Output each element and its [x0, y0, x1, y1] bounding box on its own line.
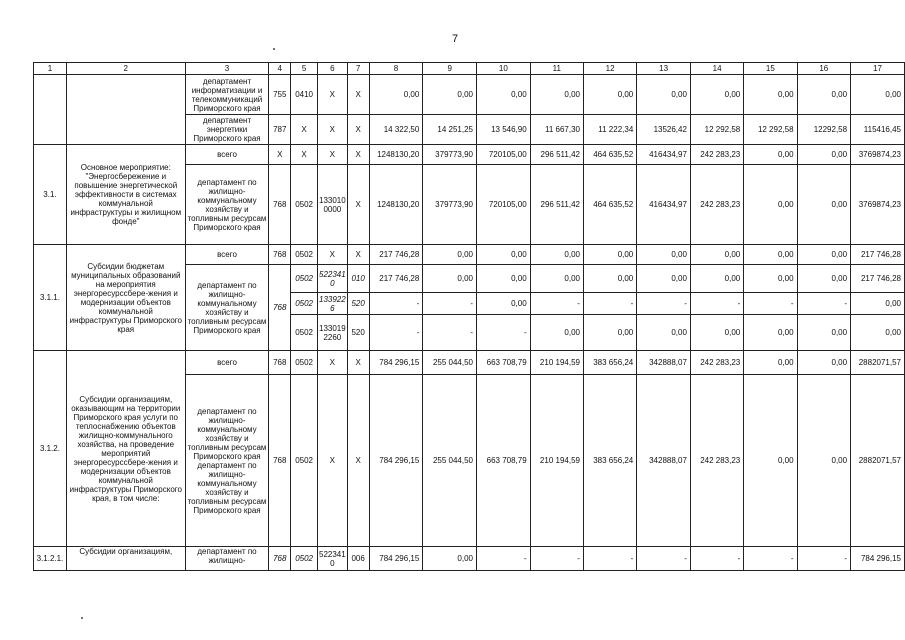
item-name-cell: Субсидии бюджетам муниципальных образований на мероприятия энергоресурссбере-жения и модернизации объектов коммунальной инфраструктуры Приморского края — [66, 245, 185, 351]
value-cell: 464 635,52 — [583, 145, 636, 165]
column-number: 6 — [318, 63, 348, 75]
value-cell: 0,00 — [797, 315, 851, 351]
executor-cell: департамент по жилищно-коммунальному хозяйству и топливным ресурсам Приморского края департамент по жилищно-коммунальному хозяйству и топливным ресурсам Приморского края — [185, 375, 269, 547]
column-number: 1 — [34, 63, 67, 75]
column-number: 3 — [185, 63, 269, 75]
code-cell: 768 — [269, 547, 291, 571]
code-cell: 133010 0000 — [318, 165, 348, 245]
value-cell: 0,00 — [477, 293, 531, 315]
value-cell: 0,00 — [690, 75, 743, 115]
value-cell: - — [797, 547, 851, 571]
value-cell: 14 322,50 — [369, 115, 423, 145]
value-cell: 0,00 — [797, 265, 851, 293]
executor-cell: всего — [185, 245, 269, 265]
value-cell: 217 746,28 — [369, 265, 423, 293]
value-cell: 3769874,23 — [851, 165, 905, 245]
value-cell: 210 194,59 — [530, 375, 583, 547]
code-cell: X — [269, 145, 291, 165]
column-number: 2 — [66, 63, 185, 75]
value-cell: 0,00 — [744, 245, 797, 265]
value-cell: - — [690, 293, 743, 315]
value-cell: 379773,90 — [423, 165, 477, 245]
value-cell: 1248130,20 — [369, 165, 423, 245]
code-cell: 787 — [269, 115, 291, 145]
value-cell: 13 546,90 — [477, 115, 531, 145]
code-cell: X — [347, 75, 369, 115]
code-cell: 522341 0 — [318, 265, 348, 293]
executor-cell: департамент по жилищно- — [185, 547, 269, 571]
code-cell: X — [347, 115, 369, 145]
item-number-cell — [34, 75, 67, 145]
executor-cell: департамент по жилищно-коммунальному хозяйству и топливным ресурсам Приморского края — [185, 165, 269, 245]
table-row — [34, 351, 905, 375]
value-cell: 0,00 — [477, 75, 531, 115]
value-cell: - — [744, 293, 797, 315]
executor-cell: департамент по жилищно-коммунальному хозяйству и топливным ресурсам Приморского края — [185, 265, 269, 351]
code-cell: 0502 — [291, 547, 318, 571]
value-cell: 255 044,50 — [423, 351, 477, 375]
value-cell: 0,00 — [744, 315, 797, 351]
value-cell: - — [477, 547, 531, 571]
value-cell: 2882071,57 — [851, 375, 905, 547]
value-cell: 11 222,34 — [583, 115, 636, 145]
column-number: 16 — [797, 63, 851, 75]
code-cell: 768 — [269, 245, 291, 265]
column-number: 15 — [744, 63, 797, 75]
code-cell: 0502 — [291, 351, 318, 375]
value-cell: - — [423, 315, 477, 351]
value-cell: 0,00 — [423, 75, 477, 115]
value-cell: 784 296,15 — [369, 547, 423, 571]
column-number: 7 — [347, 63, 369, 75]
value-cell: 13526,42 — [637, 115, 691, 145]
column-number: 12 — [583, 63, 636, 75]
code-cell: 520 — [347, 293, 369, 315]
value-cell: 0,00 — [477, 245, 531, 265]
value-cell: 217 746,28 — [851, 265, 905, 293]
code-cell: 0502 — [291, 315, 318, 351]
value-cell: 0,00 — [530, 75, 583, 115]
value-cell: 379773,90 — [423, 145, 477, 165]
code-cell: 0502 — [291, 265, 318, 293]
code-cell: 0502 — [291, 293, 318, 315]
value-cell: 0,00 — [797, 351, 851, 375]
scan-speck — [273, 48, 275, 50]
code-cell: X — [291, 145, 318, 165]
value-cell: 0,00 — [797, 75, 851, 115]
item-number-cell: 3.1.2.1. — [34, 547, 67, 571]
value-cell: - — [530, 547, 583, 571]
code-cell: 133019 2260 — [318, 315, 348, 351]
value-cell: - — [744, 547, 797, 571]
value-cell: 1248130,20 — [369, 145, 423, 165]
code-cell: X — [318, 351, 348, 375]
column-number: 17 — [851, 63, 905, 75]
value-cell: 663 708,79 — [477, 375, 531, 547]
column-number: 14 — [690, 63, 743, 75]
executor-cell: всего — [185, 145, 269, 165]
value-cell: - — [369, 293, 423, 315]
code-cell: X — [318, 145, 348, 165]
value-cell: 0,00 — [744, 165, 797, 245]
table-row — [34, 547, 905, 571]
value-cell: 383 656,24 — [583, 351, 636, 375]
value-cell: 0,00 — [851, 293, 905, 315]
item-name-cell: Субсидии организациям, оказывающим на территории Приморского края услуги по теплоснабжению объектов жилищно-коммунального хозяйства, на проведение мероприятий энергоресурссбере-жения и модернизации объектов коммунальной инфраструктуры Приморского края, в том числе: — [66, 351, 185, 547]
value-cell: 416434,97 — [637, 165, 691, 245]
code-cell: 755 — [269, 75, 291, 115]
value-cell: 0,00 — [583, 75, 636, 115]
value-cell: 0,00 — [690, 245, 743, 265]
value-cell: 14 251,25 — [423, 115, 477, 145]
value-cell: 0,00 — [851, 315, 905, 351]
code-cell: X — [347, 145, 369, 165]
value-cell: 0,00 — [423, 265, 477, 293]
code-cell: X — [347, 165, 369, 245]
value-cell: 255 044,50 — [423, 375, 477, 547]
value-cell: 464 635,52 — [583, 165, 636, 245]
code-cell: 768 — [269, 265, 291, 351]
value-cell: - — [797, 293, 851, 315]
value-cell: - — [637, 293, 691, 315]
value-cell: 0,00 — [637, 245, 691, 265]
value-cell: 0,00 — [583, 265, 636, 293]
value-cell: 784 296,15 — [369, 375, 423, 547]
header-row — [34, 63, 905, 75]
executor-cell: департамент информатизации и телекоммуникаций Приморского края — [185, 75, 269, 115]
code-cell: X — [347, 375, 369, 547]
code-cell: X — [318, 245, 348, 265]
value-cell: 0,00 — [530, 315, 583, 351]
value-cell: 242 283,23 — [690, 165, 743, 245]
value-cell: - — [637, 547, 691, 571]
value-cell: 210 194,59 — [530, 351, 583, 375]
value-cell: - — [369, 315, 423, 351]
value-cell: 12 292,58 — [690, 115, 743, 145]
value-cell: - — [530, 293, 583, 315]
code-cell: 0502 — [291, 375, 318, 547]
value-cell: 0,00 — [797, 375, 851, 547]
value-cell: - — [477, 315, 531, 351]
item-number-cell: 3.1. — [34, 145, 67, 245]
column-number: 13 — [637, 63, 691, 75]
table-row — [34, 145, 905, 165]
code-cell: 768 — [269, 165, 291, 245]
code-cell: X — [318, 115, 348, 145]
code-cell: 0502 — [291, 245, 318, 265]
code-cell: 520 — [347, 315, 369, 351]
value-cell: - — [423, 293, 477, 315]
page-number: 7 — [452, 33, 459, 45]
code-cell: 768 — [269, 351, 291, 375]
value-cell: 720105,00 — [477, 165, 531, 245]
value-cell: 0,00 — [744, 375, 797, 547]
value-cell: 663 708,79 — [477, 351, 531, 375]
value-cell: 0,00 — [637, 265, 691, 293]
scan-speck — [81, 617, 83, 619]
column-number: 11 — [530, 63, 583, 75]
code-cell: 0502 — [291, 165, 318, 245]
value-cell: 11 667,30 — [530, 115, 583, 145]
code-cell: 006 — [347, 547, 369, 571]
value-cell: 342888,07 — [637, 351, 691, 375]
code-cell: 010 — [347, 265, 369, 293]
column-number: 10 — [477, 63, 531, 75]
value-cell: 0,00 — [583, 245, 636, 265]
value-cell: 720105,00 — [477, 145, 531, 165]
value-cell: 0,00 — [530, 265, 583, 293]
item-name-cell — [66, 75, 185, 145]
value-cell: 0,00 — [797, 245, 851, 265]
item-name-cell: Основное мероприятие: "Энергосбережение и повышение энергетической эффективности в системах коммунальной инфраструктуры и жилищном фонде" — [66, 145, 185, 245]
value-cell: 296 511,42 — [530, 145, 583, 165]
value-cell: 416434,97 — [637, 145, 691, 165]
budget-table — [33, 62, 905, 571]
item-number-cell: 3.1.1. — [34, 245, 67, 351]
table-row — [34, 245, 905, 265]
value-cell: 0,00 — [690, 315, 743, 351]
code-cell: X — [291, 115, 318, 145]
value-cell: 342888,07 — [637, 375, 691, 547]
value-cell: 0,00 — [530, 245, 583, 265]
table-row — [34, 75, 905, 115]
item-number-cell: 3.1.2. — [34, 351, 67, 547]
value-cell: 0,00 — [744, 351, 797, 375]
value-cell: 0,00 — [744, 265, 797, 293]
value-cell: 383 656,24 — [583, 375, 636, 547]
code-cell: 768 — [269, 375, 291, 547]
value-cell: 0,00 — [637, 75, 691, 115]
column-number: 8 — [369, 63, 423, 75]
value-cell: 12292,58 — [797, 115, 851, 145]
value-cell: 0,00 — [583, 315, 636, 351]
value-cell: - — [583, 293, 636, 315]
code-cell: X — [347, 351, 369, 375]
column-number: 5 — [291, 63, 318, 75]
value-cell: 217 746,28 — [369, 245, 423, 265]
executor-cell: всего — [185, 351, 269, 375]
executor-cell: департамент энергетики Приморского края — [185, 115, 269, 145]
value-cell: 0,00 — [637, 315, 691, 351]
value-cell: 115416,45 — [851, 115, 905, 145]
item-name-cell: Субсидии организациям, — [66, 547, 185, 571]
value-cell: 217 746,28 — [851, 245, 905, 265]
value-cell: 3769874,23 — [851, 145, 905, 165]
value-cell: - — [583, 547, 636, 571]
code-cell: X — [347, 245, 369, 265]
value-cell: 242 283,23 — [690, 351, 743, 375]
code-cell: 522341 0 — [318, 547, 348, 571]
value-cell: 242 283,23 — [690, 375, 743, 547]
code-cell: X — [318, 75, 348, 115]
value-cell: 296 511,42 — [530, 165, 583, 245]
value-cell: 0,00 — [690, 265, 743, 293]
column-number: 9 — [423, 63, 477, 75]
value-cell: 0,00 — [423, 245, 477, 265]
value-cell: 0,00 — [851, 75, 905, 115]
code-cell: 133922 6 — [319, 294, 346, 313]
value-cell: 0,00 — [797, 165, 851, 245]
value-cell: 0,00 — [744, 145, 797, 165]
value-cell: 784 296,15 — [851, 547, 905, 571]
value-cell: 12 292,58 — [744, 115, 797, 145]
column-number: 4 — [269, 63, 291, 75]
value-cell: 0,00 — [797, 145, 851, 165]
value-cell: 784 296,15 — [369, 351, 423, 375]
code-cell: 0410 — [291, 75, 318, 115]
value-cell: 242 283,23 — [690, 145, 743, 165]
value-cell: 0,00 — [369, 75, 423, 115]
value-cell: 0,00 — [423, 547, 477, 571]
value-cell: 2882071,57 — [851, 351, 905, 375]
value-cell: 0,00 — [744, 75, 797, 115]
code-cell: X — [318, 375, 348, 547]
value-cell: 0,00 — [477, 265, 531, 293]
value-cell: - — [690, 547, 743, 571]
